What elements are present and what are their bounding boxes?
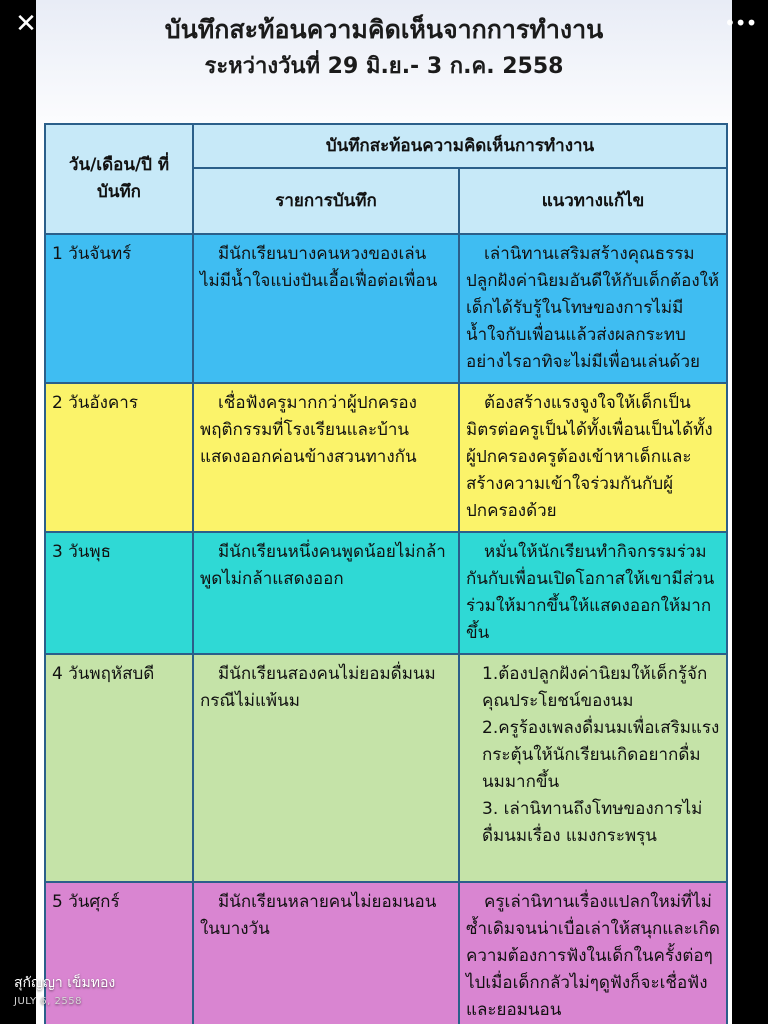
header-group: บันทึกสะท้อนความคิดเห็นการทำงาน (193, 124, 727, 168)
poster-name[interactable]: สุกัญญา เข็มทอง (14, 975, 116, 991)
table-row (45, 882, 727, 1024)
solution-cell: ครูเล่านิทานเรื่องแปลกใหม่ที่ไม่ซ้ำเดิมจนน่าเบื่อเล่าให้สนุกและเกิดความต้องการฟังในเด็กในครั้งต่อๆไปเมื่อเด็กกลัวไม่ๆดูฟังก็จะเชื่อฟังและยอมนอน (459, 882, 727, 1024)
day-cell: 4 วันพฤหัสบดี (45, 654, 193, 882)
record-cell: มีนักเรียนหนึ่งคนพูดน้อยไม่กล้าพูดไม่กล้าแสดงออก (193, 532, 459, 654)
day-cell: 3 วันพุธ (45, 532, 193, 654)
record-cell: มีนักเรียนบางคนหวงของเล่นไม่มีน้ำใจแบ่งปันเอื้อเฟื่อต่อเพื่อน (193, 234, 459, 383)
solution-cell: เล่านิทานเสริมสร้างคุณธรรมปลูกฝังค่านิยมอันดีให้กับเด็กต้องให้เด็กได้รับรู้ในโทษของการไม่มีน้ำใจกับเพื่อนแล้วส่งผลกระทบอย่างไรอาทิจะไม่มีเพื่อนเล่นด้วย (459, 234, 727, 383)
day-cell: 5 วันศุกร์ (45, 882, 193, 1024)
solution-cell: หมั่นให้นักเรียนทำกิจกรรมร่วมกันกับเพื่อนเปิดโอกาสให้เขามีส่วนร่วมให้มากขึ้นให้แสดงออกให้มากขึ้น (459, 532, 727, 654)
solution-item: 3. เล่านิทานถึงโทษของการไม่ดื่มนมเรื่อง แมงกระพรุน (482, 799, 703, 846)
solution-cell: ต้องสร้างแรงจูงใจให้เด็กเป็นมิตรต่อครูเป็นได้ทั้งเพื่อนเป็นได้ทั้งผู้ปกครองครูต้องเข้าหาเด็กและสร้างความเข้าใจร่วมกันกับผู้ปกครองด้วย (459, 383, 727, 532)
solution-item: 1.ต้องปลูกฝังค่านิยมให้เด็กรู้จักคุณประโยชน์ของนม (482, 664, 708, 711)
viewer-left-bar (0, 0, 36, 1024)
solution-cell (459, 654, 727, 882)
close-icon[interactable]: ✕ (15, 9, 37, 39)
slide-subtitle: ระหว่างวันที่ 29 มิ.ย.- 3 ก.ค. 2558 (204, 54, 564, 79)
table-row (45, 654, 727, 882)
record-cell: มีนักเรียนสองคนไม่ยอมดื่มนมกรณีไม่แพ้นม (193, 654, 459, 882)
table-row (45, 234, 727, 383)
more-options-icon[interactable]: ••• (724, 11, 757, 35)
day-cell: 2 วันอังคาร (45, 383, 193, 532)
table-header-row (45, 124, 727, 168)
header-solution: แนวทางแก้ไข (459, 168, 727, 234)
table-row (45, 383, 727, 532)
header-date: วัน/เดือน/ปี ที่บันทึก (45, 124, 193, 234)
viewer-right-bar (732, 0, 768, 1024)
header-record: รายการบันทึก (193, 168, 459, 234)
solution-item: 2.ครูร้องเพลงดื่มนมเพื่อเสริมแรงกระตุ้นให้นักเรียนเกิดอยากดื่มนมมากขึ้น (482, 718, 720, 792)
reflection-table (44, 123, 728, 1024)
table-row (45, 532, 727, 654)
day-cell: 1 วันจันทร์ (45, 234, 193, 383)
post-date: JULY 6, 2558 (14, 996, 82, 1007)
record-cell: เชื่อฟังครูมากกว่าผู้ปกครองพฤติกรรมที่โรงเรียนและบ้านแสดงออกค่อนข้างสวนทางกัน (193, 383, 459, 532)
photo-slide (36, 0, 732, 1024)
record-cell: มีนักเรียนหลายคนไม่ยอมนอนในบางวัน (193, 882, 459, 1024)
slide-title: บันทึกสะท้อนความคิดเห็นจากการทำงาน (164, 15, 604, 44)
